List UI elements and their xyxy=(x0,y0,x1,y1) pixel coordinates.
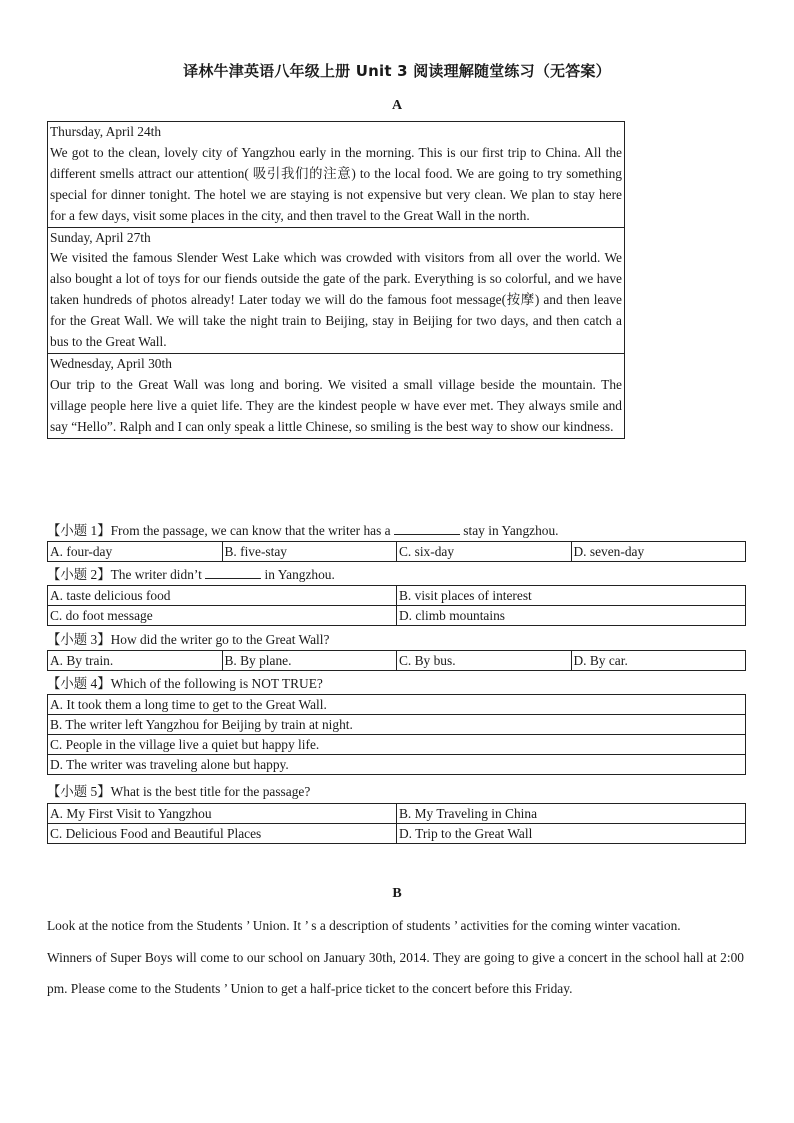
entry-date: Wednesday, April 30th xyxy=(50,355,172,371)
diary-entry xyxy=(48,353,624,438)
options-table-q2 xyxy=(47,585,746,626)
option-b[interactable]: B. The writer left Yangzhou for Beijing by train at night. xyxy=(48,715,746,735)
options-table-q3 xyxy=(47,650,746,671)
question-4 xyxy=(47,674,323,694)
answer-blank[interactable] xyxy=(394,522,460,535)
option-c[interactable]: C. Delicious Food and Beautiful Places xyxy=(48,824,397,844)
option-c[interactable]: C. By bus. xyxy=(397,651,572,671)
entry-body: We visited the famous Slender West Lake which was crowded with visitors from all over the world. We also bought a lot of toys for our fiends outside the gate of the park. Everything is so colorful, and we have taken hundreds of photos already! Later today we will do the famous foot message(按摩) and then leave for the Great Wall. We will take the night train to Beijing, stay in Beijing for two days, and then catch a bus to the Great Wall. xyxy=(50,250,622,350)
option-b[interactable]: B. My Traveling in China xyxy=(397,804,746,824)
options-table-q1 xyxy=(47,541,746,562)
option-d[interactable]: D. seven-day xyxy=(571,542,746,562)
question-suffix: stay in Yangzhou. xyxy=(459,523,559,538)
question-2 xyxy=(47,565,335,585)
entry-body: Our trip to the Great Wall was long and boring. We visited a small village beside the mountain. The village people here live a quiet life. They are the kindest people w have ever met. They always smile and say “Hello”. Ralph and I can only speak a little Chinese, so smiling is the best way to show our kindness. xyxy=(50,376,622,434)
page-title: 译林牛津英语八年级上册 Unit 3 阅读理解随堂练习（无答案） xyxy=(183,62,611,80)
question-suffix: in Yangzhou. xyxy=(261,567,335,582)
answer-blank[interactable] xyxy=(205,566,261,579)
question-text: 【小题 3】How did the writer go to the Great Wall? xyxy=(47,632,330,647)
question-prefix: 【小题 2】The writer didn’t xyxy=(47,567,206,582)
entry-body: We got to the clean, lovely city of Yangzhou early in the morning. This is our first trip to China. All the different smells attract our attention( 吸引我们的注意) to the local food. We are going to try something special for dinner tonight. The hotel we are staying is not expensive but very clean. We plan to stay here for a few days, visit some places in the city, and then travel to the Great Wall in the north. xyxy=(50,144,622,223)
section-b-passage xyxy=(47,910,744,1005)
option-a[interactable]: A. taste delicious food xyxy=(48,586,397,606)
option-d[interactable]: D. The writer was traveling alone but happy. xyxy=(48,755,746,775)
option-c[interactable]: C. six-day xyxy=(397,542,572,562)
option-a[interactable]: A. It took them a long time to get to the Great Wall. xyxy=(48,695,746,715)
option-b[interactable]: B. visit places of interest xyxy=(397,586,746,606)
entry-date: Sunday, April 27th xyxy=(50,229,151,245)
option-b[interactable]: B. five-stay xyxy=(222,542,397,562)
diary-entry xyxy=(48,122,624,227)
diary-entry xyxy=(48,227,624,353)
option-a[interactable]: A. By train. xyxy=(48,651,223,671)
option-c[interactable]: C. People in the village live a quiet but happy life. xyxy=(48,735,746,755)
question-text: 【小题 5】What is the best title for the passage? xyxy=(47,784,311,799)
options-table-q5 xyxy=(47,803,746,844)
option-d[interactable]: D. climb mountains xyxy=(397,606,746,626)
question-3 xyxy=(47,630,329,650)
entry-date: Thursday, April 24th xyxy=(50,124,162,139)
option-d[interactable]: D. By car. xyxy=(571,651,746,671)
question-prefix: 【小题 1】From the passage, we can know that the writer has a xyxy=(47,523,394,538)
question-5 xyxy=(47,782,310,802)
option-b[interactable]: B. By plane. xyxy=(222,651,397,671)
diary-table xyxy=(47,121,625,439)
question-text: 【小题 4】Which of the following is NOT TRUE? xyxy=(47,676,323,691)
section-a-heading: A xyxy=(391,98,403,113)
passage-paragraph: Look at the notice from the Students ’ Union. It ’ s a description of students ’ activities for the coming winter vacation. xyxy=(47,918,681,933)
options-table-q4 xyxy=(47,694,746,775)
section-b-heading: B xyxy=(392,886,402,901)
option-a[interactable]: A. four-day xyxy=(48,542,223,562)
option-d[interactable]: D. Trip to the Great Wall xyxy=(397,824,746,844)
option-a[interactable]: A. My First Visit to Yangzhou xyxy=(48,804,397,824)
passage-paragraph: Winners of Super Boys will come to our school on January 30th, 2014. They are going to give a concert in the school hall at 2:00 pm. Please come to the Students ’ Union to get a half-price ticket to the concert before this Friday. xyxy=(47,949,744,996)
question-1 xyxy=(47,521,559,541)
option-c[interactable]: C. do foot message xyxy=(48,606,397,626)
